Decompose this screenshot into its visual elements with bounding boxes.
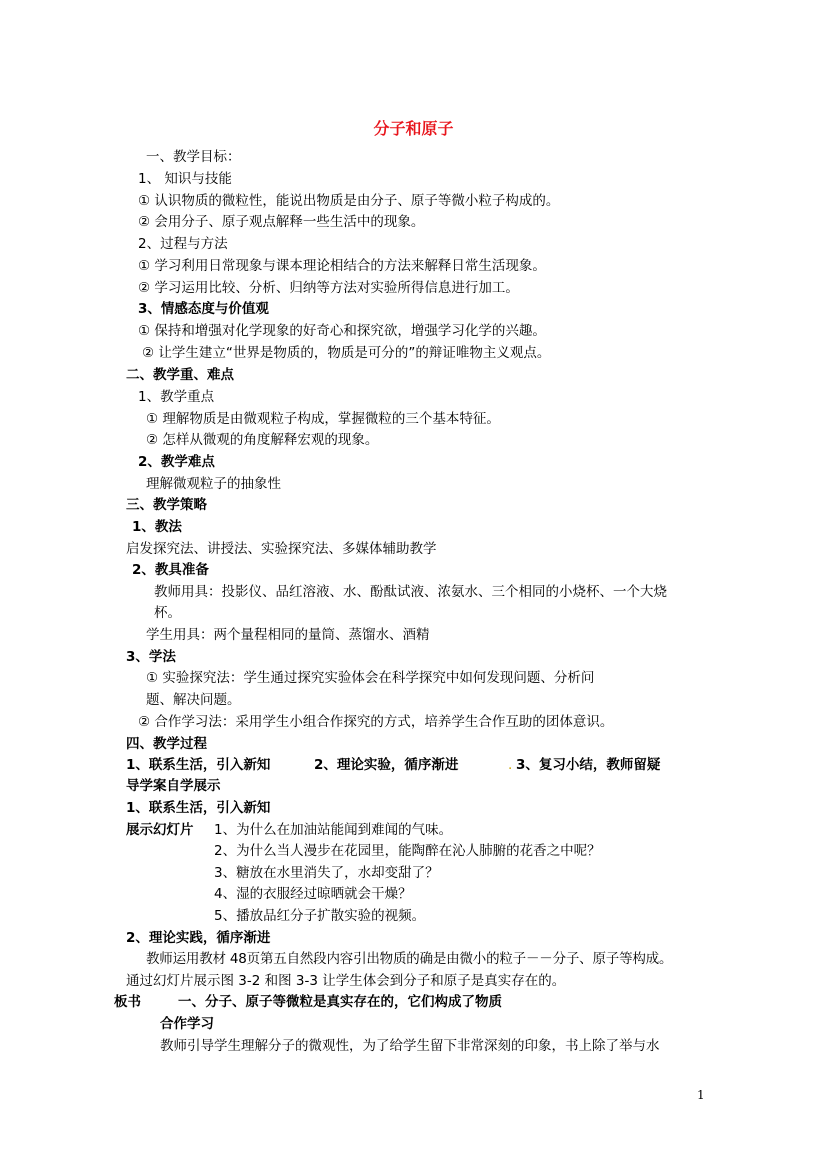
subheading-process-method: 2、过程与方法 <box>138 236 228 252</box>
subheading-teaching-aids: 2、教具准备 <box>132 562 209 578</box>
slide-question: 1、为什么在加油站能闻到难闻的气味。 <box>214 822 453 838</box>
heading-teaching-goals: 一、教学目标： <box>146 149 241 165</box>
goal-item: ① 认识物质的微粒性，能说出物质是由分子、原子等微小粒子构成的。 <box>138 193 560 209</box>
process-step-3: 3、复习小结，教师留疑 <box>516 757 661 773</box>
learning-method-item-cont: 题、解决问题。 <box>146 692 241 708</box>
stray-dot: . <box>508 757 513 773</box>
subheading-key-point: 1、教学重点 <box>138 389 215 405</box>
heading-key-points: 二、教学重、难点 <box>126 367 234 383</box>
subheading-attitude-values: 3、情感态度与价值观 <box>138 301 269 317</box>
heading-teaching-process: 四、教学过程 <box>126 736 207 752</box>
student-aids-text: 学生用具：两个量程相同的量筒、蒸馏水、酒精 <box>146 627 430 643</box>
document-title: 分子和原子 <box>373 119 454 138</box>
cooperative-learning-heading: 合作学习 <box>160 1016 214 1032</box>
slide-question: 4、湿的衣服经过晾晒就会干燥？ <box>214 886 412 902</box>
process-step-2: 2、理论实验，循序渐进 <box>314 757 459 773</box>
slides-label: 展示幻灯片 <box>126 822 194 838</box>
heading-strategy: 三、教学策略 <box>126 497 207 513</box>
difficulty-item: 理解微观粒子的抽象性 <box>146 476 281 492</box>
slide-question: 2、为什么当人漫步在花园里，能陶醉在沁人肺腑的花香之中呢？ <box>214 843 601 859</box>
guided-study-heading: 导学案自学展示 <box>126 778 221 794</box>
key-point-item: ① 理解物质是由微观粒子构成，掌握微粒的三个基本特征。 <box>146 411 500 427</box>
subheading-difficulty: 2、教学难点 <box>138 454 215 470</box>
paragraph-text: 通过幻灯片展示图 3-2 和图 3-3 让学生体会到分子和原子是真实存在的。 <box>126 973 566 989</box>
key-point-item: ② 怎样从微观的角度解释宏观的现象。 <box>146 432 379 448</box>
subheading-knowledge-skills: 1、 知识与技能 <box>138 171 232 187</box>
slide-question: 5、播放品红分子扩散实验的视频。 <box>214 908 426 924</box>
board-heading: 一、分子、原子等微粒是真实存在的，它们构成了物质 <box>178 994 502 1010</box>
subheading-teaching-method: 1、教法 <box>132 519 182 535</box>
goal-item: ① 学习利用日常现象与课本理论相结合的方法来解释日常生活现象。 <box>138 258 546 274</box>
section-theory-practice: 2、理论实践，循序渐进 <box>126 930 271 946</box>
slide-question: 3、糖放在水里消失了，水却变甜了？ <box>214 865 439 881</box>
goal-item: ② 学习运用比较、分析、归纳等方法对实验所得信息进行加工。 <box>138 280 519 296</box>
goal-item: ② 让学生建立“世界是物质的，物质是可分的”的辩证唯物主义观点。 <box>142 345 551 361</box>
process-step-1: 1、联系生活，引入新知 <box>126 757 271 773</box>
page-number: 1 <box>697 1088 705 1102</box>
teacher-aids-text-cont: 杯。 <box>154 605 181 621</box>
learning-method-item: ② 合作学习法：采用学生小组合作探究的方式，培养学生合作互助的团体意识。 <box>138 714 614 730</box>
goal-item: ① 保持和增强对化学现象的好奇心和探究欲，增强学习化学的兴趣。 <box>138 323 546 339</box>
subheading-learning-method: 3、学法 <box>126 649 176 665</box>
paragraph-text: 教师引导学生理解分子的微观性，为了给学生留下非常深刻的印象，书上除了举与水 <box>160 1038 660 1054</box>
teacher-aids-text: 教师用具：投影仪、品红溶液、水、酚酞试液、浓氨水、三个相同的小烧杯、一个大烧 <box>154 584 667 600</box>
method-text: 启发探究法、讲授法、实验探究法、多媒体辅助教学 <box>126 541 437 557</box>
paragraph-text: 教师运用教材 48页第五自然段内容引出物质的确是由微小的粒子－－分子、原子等构成。 <box>146 951 673 967</box>
board-label: 板书 <box>114 994 141 1010</box>
learning-method-item: ① 实验探究法：学生通过探究实验体会在科学探究中如何发现问题、分析问 <box>146 670 595 686</box>
goal-item: ② 会用分子、原子观点解释一些生活中的现象。 <box>138 214 425 230</box>
section-life-intro: 1、联系生活，引入新知 <box>126 800 271 816</box>
